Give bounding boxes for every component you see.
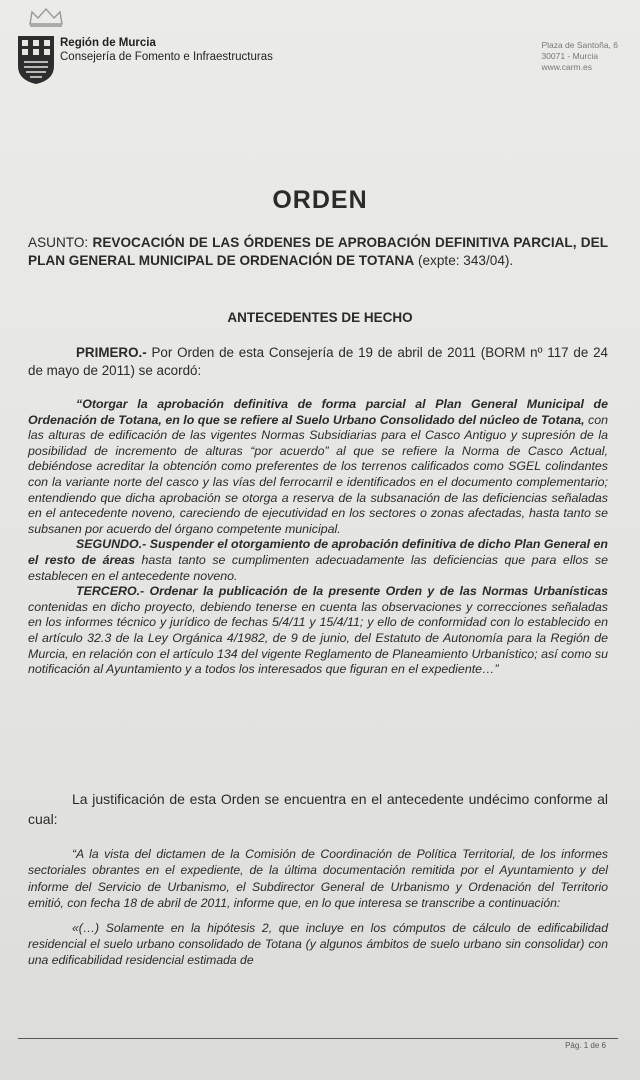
quoted-report (28, 846, 608, 977)
subject-label: ASUNTO: (28, 235, 89, 250)
section-title: ANTECEDENTES DE HECHO (227, 310, 413, 325)
subject-block (28, 234, 608, 270)
quote-paragraph-1 (28, 397, 608, 537)
tercero-rest: contenidas en dicho proyecto, debiendo tenerse en cuenta las observaciones y correcciones señaladas en los informes técnico y jurídico de fechas 5/4/11 y 15/4/11; y ello de conformidad con lo establecido en el artículo 32.3 de la Ley Orgánica 4/1982, de 9 de junio, del Estatuto de Autonomía para la Región de Murcia, en relación con el artículo 134 del vigente Reglamento de Planeamiento Urbanístico; así como su notificación al Ayuntamiento y a todos los interesados que figuran en el expediente…” (28, 599, 608, 677)
footer-divider (18, 1038, 618, 1039)
department-name: Consejería de Fomento e Infraestructuras (60, 51, 273, 63)
institution-name: Región de Murcia (60, 37, 156, 49)
institution-block (60, 36, 273, 64)
subject-text: REVOCACIÓN DE LAS ÓRDENES DE APROBACIÓN DEFINITIVA PARCIAL, DEL PLAN GENERAL MUNICIPAL DE ORDENACIÓN DE TOTANA (28, 235, 608, 268)
quote-paragraph-tercero (28, 584, 608, 678)
segundo-bold: SEGUNDO.- Suspender el otorgamiento de aprobación definitiva de dicho Plan General en el resto de áreas (28, 537, 608, 567)
letterhead (14, 6, 626, 86)
quote-paragraph-segundo (28, 537, 608, 584)
page-number: Pág. 1 de 6 (565, 1041, 606, 1050)
crown-icon (26, 6, 66, 28)
address-line-1: Plaza de Santoña, 6 (541, 40, 618, 50)
paragraph-justificacion: La justificación de esta Orden se encuentra en el antecedente undécimo conforme al cual: (28, 791, 608, 827)
coat-of-arms-icon (16, 34, 56, 86)
document-title: ORDEN (272, 186, 368, 214)
address-line-2: 30071 - Murcia (541, 51, 599, 61)
segundo-rest: hasta tanto se cumplimenten adecuadamente las deficiencias que para ellos se establecen en el antecedente noveno. (28, 552, 608, 583)
tercero-bold: TERCERO.- Ordenar la publicación de la presente Orden y de las Normas Urbanísticas (76, 584, 608, 599)
primero-label: PRIMERO.- (76, 345, 147, 360)
address-block (541, 40, 618, 73)
quoted-order (28, 397, 608, 678)
primero-text: Por Orden de esta Consejería de 19 de abril de 2011 (BORM nº 117 de 24 de mayo de 2011) se acordó: (28, 345, 608, 378)
paragraph-primero (28, 344, 608, 380)
website: www.carm.es (541, 62, 592, 72)
quote-open-bold: “Otorgar la aprobación definitiva de forma parcial al Plan General Municipal de Ordenación de Totana, en lo que se refiere al Suelo Urbano Consolidado del núcleo de Totana, (28, 397, 608, 427)
quote-open-rest: con las alturas de edificación de las vigentes Normas Subsidiarias para el Casco Antiguo y supresión de la posibilidad de incremento de alturas “por acuerdo” al que se refiere la Norma de Casco Actual, debiéndose acreditar la obtención como preferentes de los terrenos calificados como SGEL colindantes con la variante norte del casco y las vías del ferrocarril e identificados en el documento complementario; entendiendo que dicha aprobación se otorga a reserva de la subsanación de las deficiencias señaladas en el antecedente noveno, careciendo de ejecutividad en los sectores o zonas afectadas, hasta tanto se subsanen por acuerdo del órgano competente municipal. (28, 412, 608, 536)
report-paragraph-1: “A la vista del dictamen de la Comisión de Coordinación de Política Territorial, de los informes sectoriales obrantes en el expediente, de la última documentación remitida por el Ayuntamiento y del informe del Servicio de Urbanismo, el Subdirector General de Urbanismo y Ordenación del Territorio emitió, con fecha 18 de abril de 2011, informe que, en lo que interesa se transcribe a continuación: (28, 847, 608, 911)
subject-reference: (expte: 343/04). (417, 253, 514, 268)
report-paragraph-2: «(…) Solamente en la hipótesis 2, que incluye en los cómputos de cálculo de edificabilidad residencial el suelo urbano consolidado de Totana (y algunos ámbitos de suelo urbano sin consolidar) con una edificabilidad residencial estimada de (28, 920, 608, 968)
